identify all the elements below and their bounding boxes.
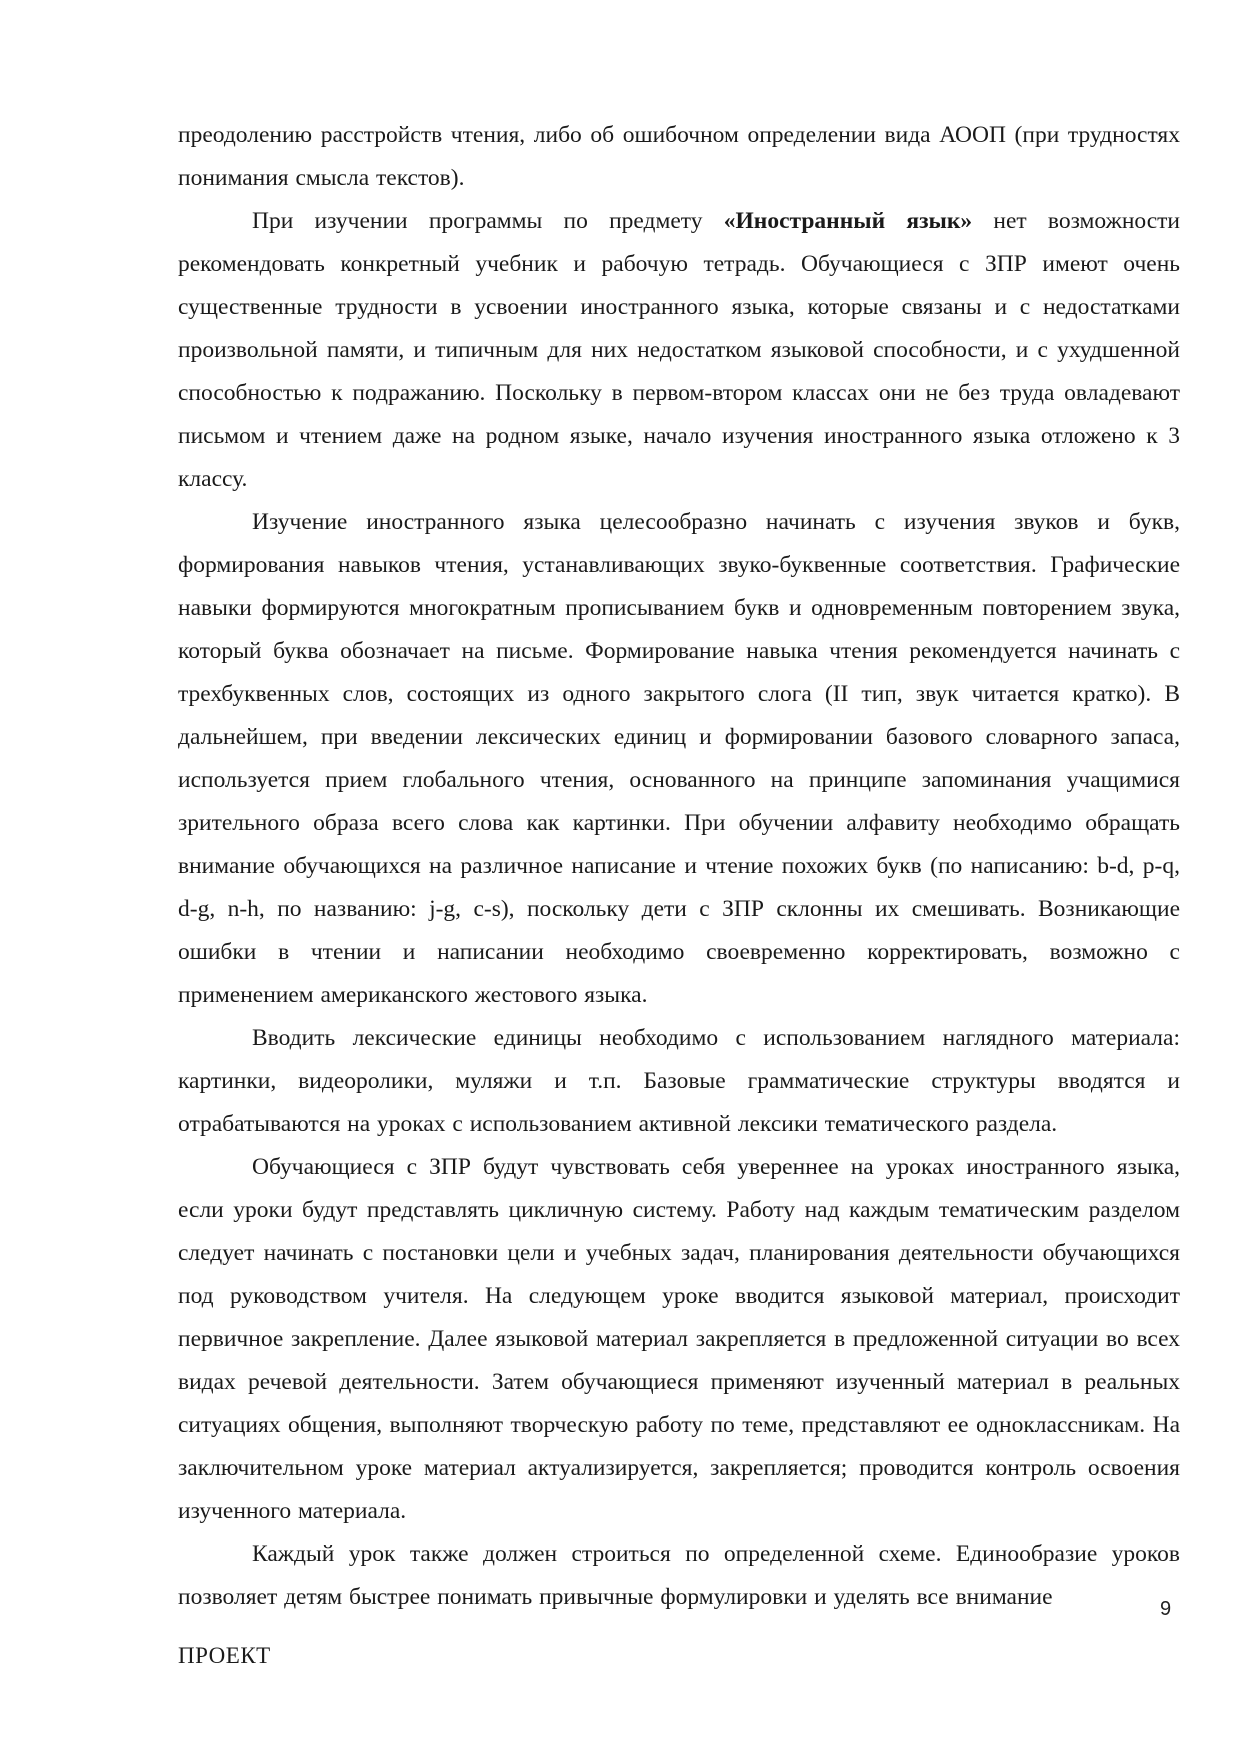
subject-name-bold: «Иностранный язык»: [723, 208, 973, 234]
paragraph-lexical-units: Вводить лексические единицы необходимо с использованием наглядного материала: картинки, видеоролики, муляжи и т.п. Базовые грамматические структуры вводятся и отрабатываются на уроках с использованием активной лексики тематического раздела.: [178, 1025, 1180, 1137]
footer-draft-label: ПРОЕКТ: [178, 1643, 271, 1668]
paragraph-continuation: преодолению расстройств чтения, либо об ошибочном определении вида АООП (при трудностях понимания смысла текстов).: [178, 122, 1180, 191]
paragraph-sounds-and-letters: Изучение иностранного языка целесообразно начинать с изучения звуков и букв, формирования навыков чтения, устанавливающих звуко-буквенные соответствия. Графические навыки формируются многократным прописыванием букв и одновременным повторением звука, который буква обозначает на письме. Формирование навыка чтения рекомендуется начинать с трехбуквенных слов, состоящих из одного закрытого слога (II тип, звук читается кратко). В дальнейшем, при введении лексических единиц и формировании базового словарного запаса, используется прием глобального чтения, основанного на принципе запоминания учащимися зрительного образа всего слова как картинки. При обучении алфавиту необходимо обращать внимание обучающихся на различное написание и чтение похожих букв (по написанию: b-d, p-q, d-g, n-h, по названию: j-g, c-s), поскольку дети с ЗПР склонны их смешивать. Возникающие ошибки в чтении и написании необходимо своевременно корректировать, возможно с применением американского жестового языка.: [178, 509, 1180, 1008]
paragraph-cyclic-system: Обучающиеся с ЗПР будут чувствовать себя увереннее на уроках иностранного языка, если уроки будут представлять цикличную систему. Работу над каждым тематическим разделом следует начинать с постановки цели и учебных задач, планирования деятельности обучающихся под руководством учителя. На следующем уроке вводится языковой материал, происходит первичное закрепление. Далее языковой материал закрепляется в предложенной ситуации во всех видах речевой деятельности. Затем обучающиеся применяют изученный материал в реальных ситуациях общения, выполняют творческую работу по теме, представляют ее одноклассникам. На заключительном уроке материал актуализируется, закрепляется; проводится контроль освоения изученного материала.: [178, 1154, 1180, 1524]
paragraph-text-start: При изучении программы по предмету: [252, 208, 724, 234]
paragraph-lesson-scheme: Каждый урок также должен строиться по определенной схеме. Единообразие уроков позволяет детям быстрее понимать привычные формулировки и уделять все внимание: [178, 1541, 1180, 1610]
page-number: 9: [1160, 1598, 1172, 1620]
paragraph-text-end: нет возможности рекомендовать конкретный учебник и рабочую тетрадь. Обучающиеся с ЗПР имеют очень существенные трудности в усвоении иностранного языка, которые связаны и с недостатками произвольной памяти, и типичным для них недостатком языковой способности, и с ухудшенной способностью к подражанию. Поскольку в первом-втором классах они не без труда овладевают письмом и чтением даже на родном языке, начало изучения иностранного языка отложено к 3 классу.: [178, 208, 1181, 492]
document-body: [178, 114, 1180, 1619]
paragraph-foreign-language-program: [178, 200, 1180, 501]
